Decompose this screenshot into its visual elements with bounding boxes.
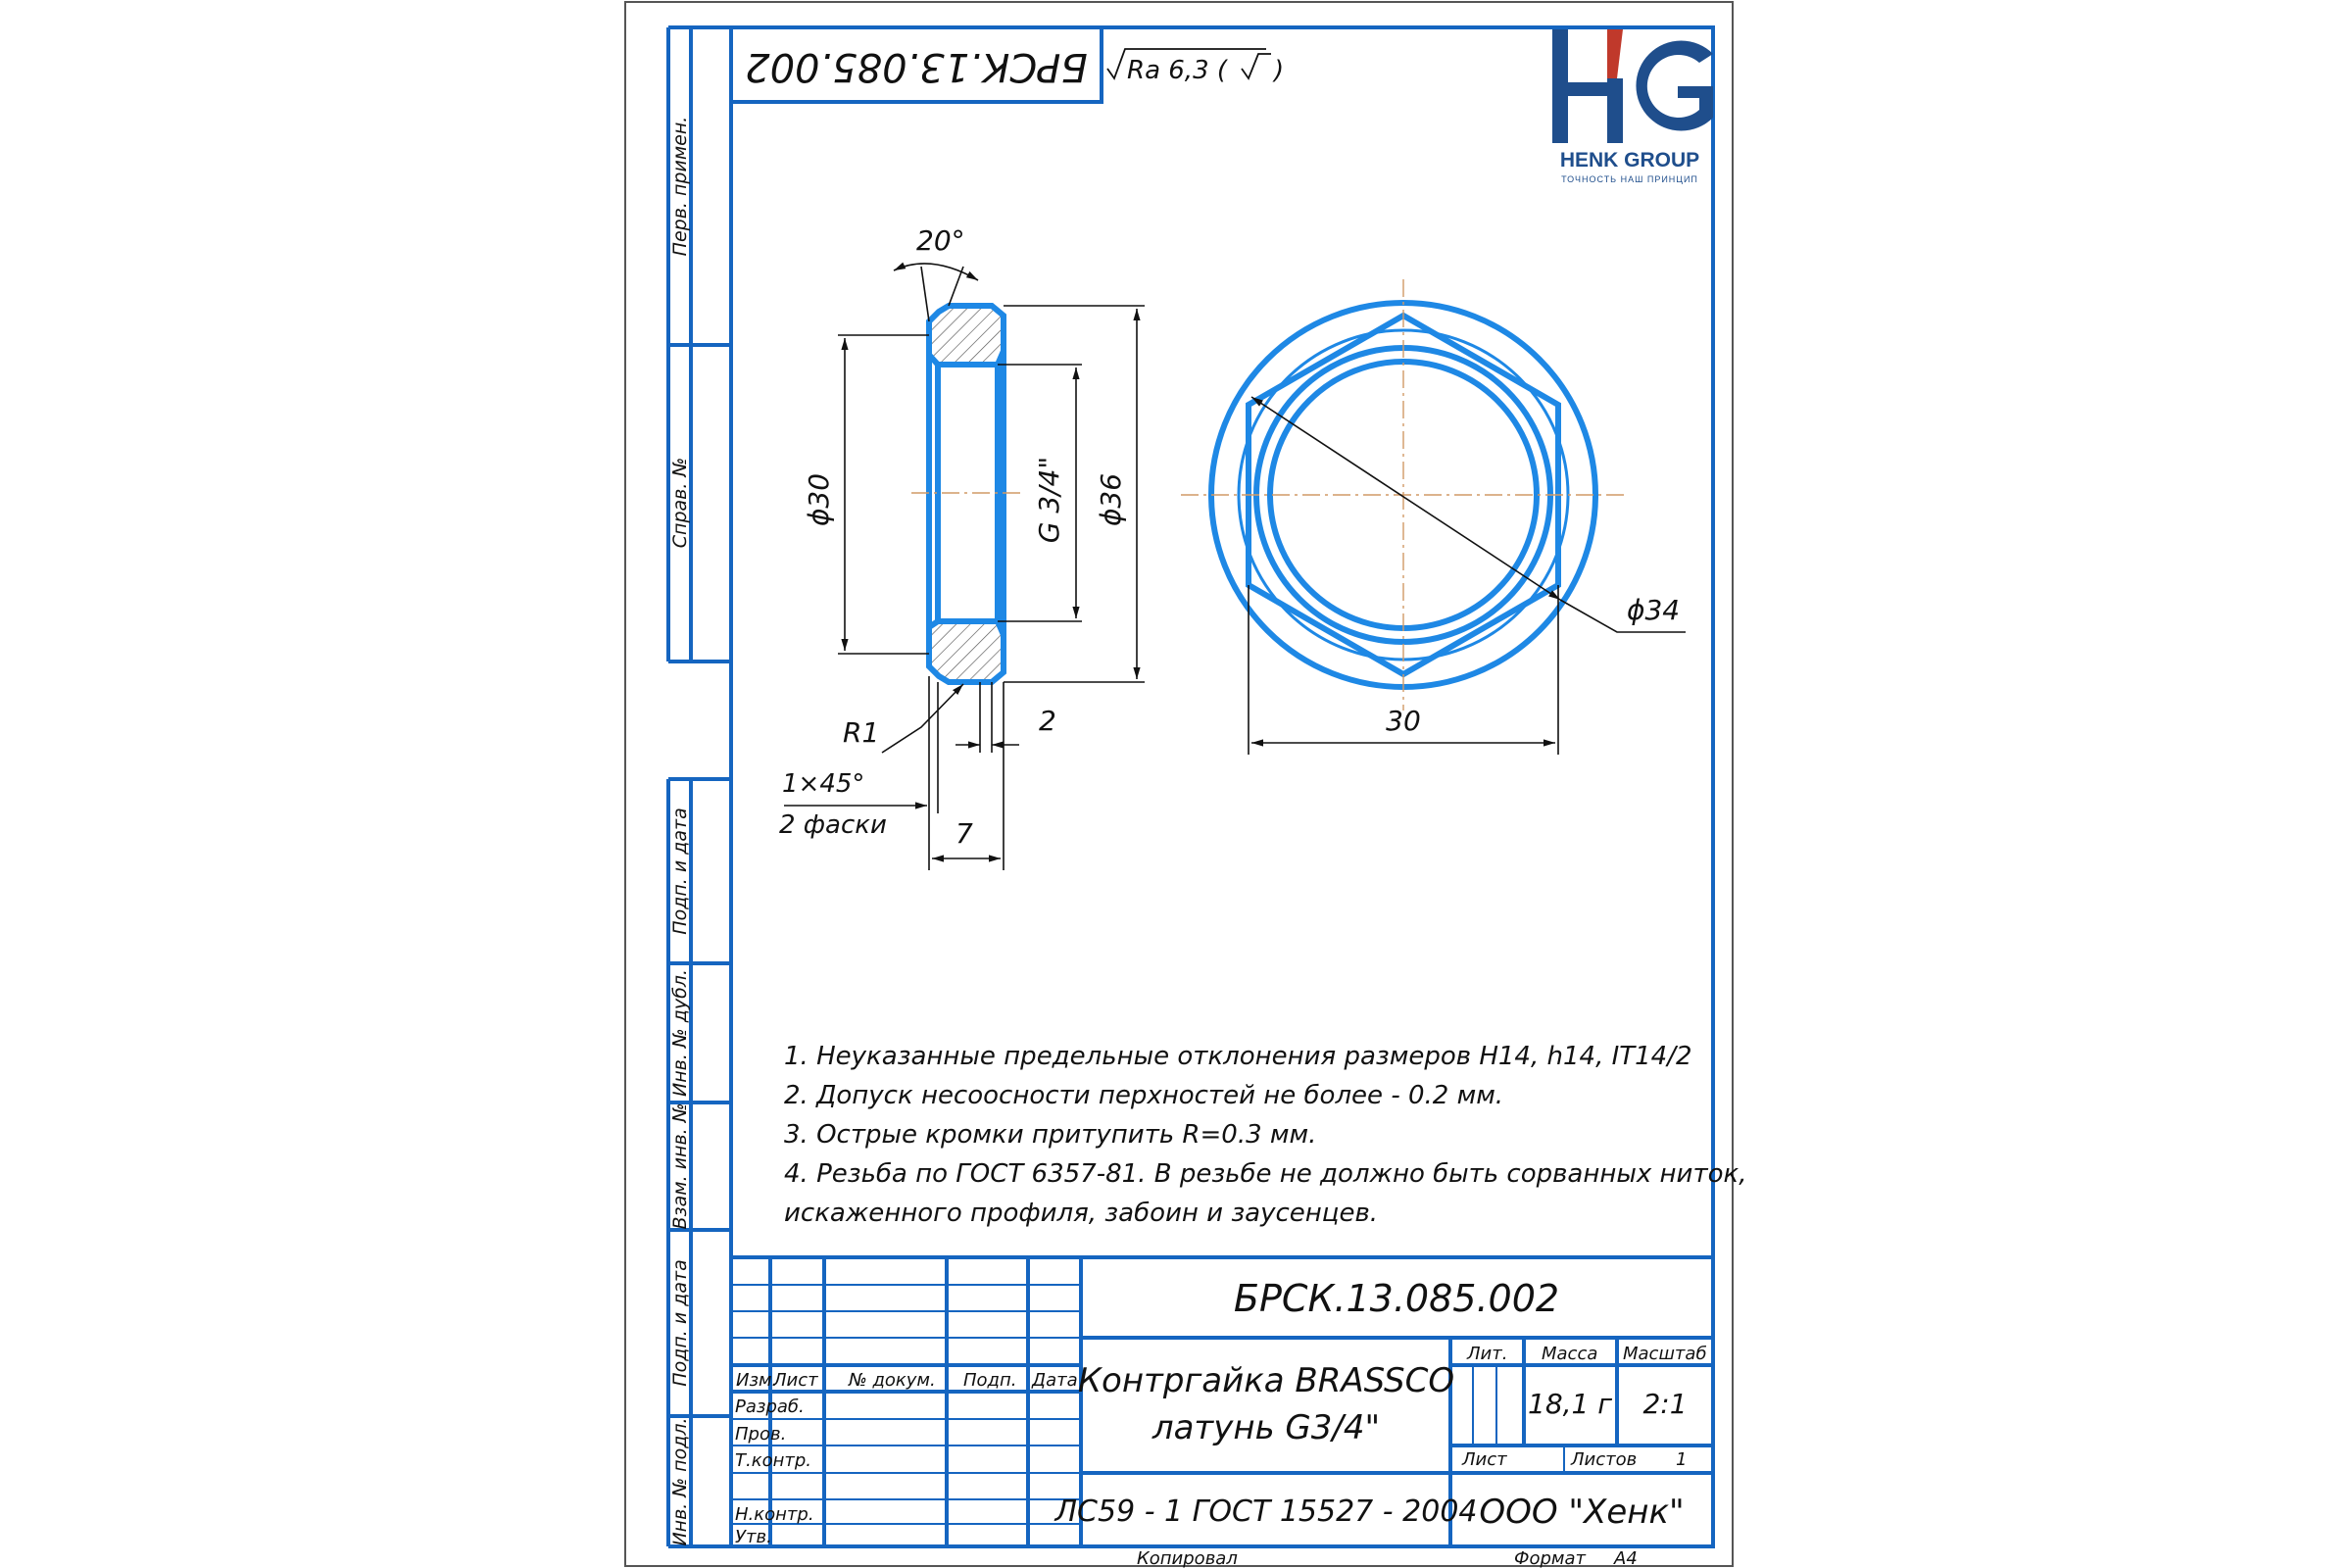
dim-radius-text: R1 — [843, 716, 880, 749]
dim-width2-text: 2 — [1039, 705, 1056, 737]
section-bottom-hatch — [929, 621, 1004, 682]
front-view — [1181, 279, 1686, 755]
section-top-hatch — [929, 306, 1004, 365]
logo-slogan: ТОЧНОСТЬ НАШ ПРИНЦИП — [1561, 174, 1698, 184]
title-block — [731, 1257, 1713, 1547]
roughness-close: ) — [1274, 56, 1285, 85]
tb-row-razrab: Разраб. — [735, 1396, 805, 1417]
roughness-symbol — [1107, 49, 1284, 85]
tb-row-utv: Утв. — [735, 1527, 772, 1547]
top-stamp-code: БРСК.13.085.002 — [745, 44, 1088, 89]
dim-angle-text: 20° — [916, 224, 965, 257]
tb-col-data: Дата — [1032, 1370, 1078, 1391]
tb-row-tkontr: Т.контр. — [735, 1450, 812, 1471]
tb-col-podp: Подп. — [963, 1370, 1017, 1391]
tb-organization: ООО "Хенк" — [1479, 1493, 1685, 1532]
tb-col-doc: № докум. — [849, 1370, 936, 1391]
tb-col-izm: Изм. — [736, 1370, 778, 1391]
tb-scale-value: 2:1 — [1642, 1388, 1688, 1420]
tb-name-line1: Контргайка BRASSCO — [1077, 1361, 1455, 1400]
note-5: искаженного профиля, забоин и заусенцев. — [784, 1199, 1379, 1228]
side-label-perv-primen: Перв. примен. — [669, 116, 691, 257]
tb-sheet-label: Лист — [1462, 1449, 1507, 1470]
company-logo — [1552, 29, 1713, 184]
tb-scale-label: Масштаб — [1623, 1344, 1707, 1364]
section-view — [779, 224, 1145, 870]
tb-designation: БРСК.13.085.002 — [1233, 1277, 1560, 1320]
tb-row-prov: Пров. — [735, 1424, 787, 1445]
footer-format-label: Формат — [1514, 1548, 1587, 1568]
tb-lit-label: Лит. — [1467, 1344, 1508, 1364]
note-1: 1. Неуказанные предельные отклонения размеров H14, h14, IT14/2 — [784, 1042, 1692, 1071]
note-4: 4. Резьба по ГОСТ 6357-81. В резьбе не должно быть сорванных ниток, — [784, 1159, 1747, 1189]
dim-d34-line — [1251, 397, 1560, 600]
dim-d36-text: ϕ36 — [1095, 472, 1127, 527]
dim-flat30-text: 30 — [1386, 705, 1421, 737]
side-label-sprav: Справ. № — [669, 457, 691, 549]
dim-angle-arc — [894, 264, 978, 280]
tb-material: ЛС59 - 1 ГОСТ 15527 - 2004 — [1054, 1494, 1478, 1529]
side-label-inv-podl: Инв. № подл. — [669, 1417, 691, 1546]
roughness-text: Ra 6,3 ( — [1127, 56, 1228, 85]
drawing-frame — [731, 27, 1713, 1546]
side-label-podp-data-2: Подп. и дата — [669, 1259, 691, 1387]
dim-thread-text: G 3/4" — [1033, 456, 1065, 544]
technical-notes — [784, 1042, 1746, 1228]
tb-name-line2: латунь G3/4" — [1152, 1408, 1381, 1447]
footer-kopiroval: Копировал — [1137, 1548, 1238, 1568]
side-label-podp-data-1: Подп. и дата — [669, 808, 691, 935]
tb-mass-label: Масса — [1542, 1344, 1598, 1364]
dim-radius-leader — [882, 684, 963, 753]
note-3: 3. Острые кромки притупить R=0.3 мм. — [784, 1120, 1317, 1150]
note-2: 2. Допуск несоосности перхностей не более - 0.2 мм. — [784, 1081, 1504, 1110]
dim-width7-text: 7 — [956, 817, 973, 850]
dim-chamfer-count: 2 фаски — [779, 810, 887, 840]
dim-d30-text: ϕ30 — [803, 472, 835, 527]
tb-col-list: Лист — [773, 1370, 818, 1391]
tb-sheets-value: 1 — [1676, 1449, 1688, 1470]
side-label-vzam-inv: Взам. инв. № — [669, 1102, 691, 1230]
dim-chamfer-text: 1×45° — [782, 769, 865, 799]
tb-mass-value: 18,1 г — [1528, 1388, 1612, 1420]
dim-d34-text: ϕ34 — [1627, 594, 1681, 626]
side-label-inv-dubl: Инв. № дубл. — [669, 969, 691, 1097]
footer-format-value: А4 — [1614, 1548, 1638, 1568]
logo-company-name: HENK GROUP — [1559, 149, 1700, 172]
tb-sheets-label: Листов — [1571, 1449, 1638, 1470]
tb-row-nkontr: Н.контр. — [735, 1504, 814, 1525]
